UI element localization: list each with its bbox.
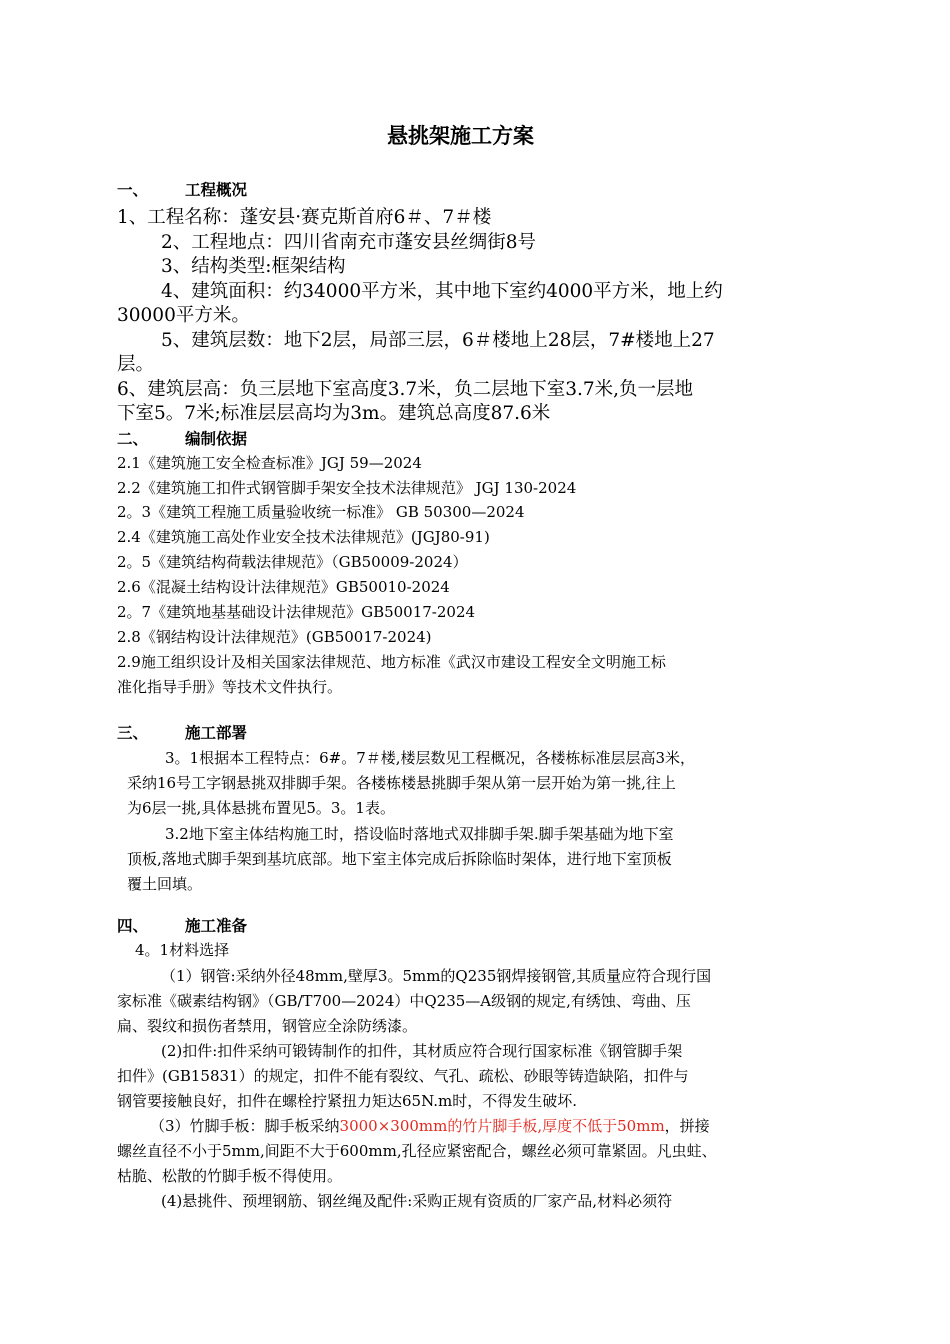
section-title: 编制依据 (185, 430, 248, 448)
section-title: 施工准备 (185, 917, 248, 935)
paragraph-line: 2、工程地点：四川省南充市蓬安县丝绸街8号 (161, 232, 537, 253)
paragraph-line-highlight (150, 1115, 710, 1136)
paragraph-line: 4、建筑面积：约34000平方米，其中地下室约4000平方米，地上约 (161, 281, 723, 302)
paragraph-line: 下室5。7米;标准层层高均为3m。建筑总高度87.6米 (117, 403, 551, 424)
paragraph-line: 螺丝直径不小于5mm,间距不大于600mm,孔径应紧密配合，螺丝必须可靠紧固。凡虫蛀、 (117, 1142, 717, 1160)
paragraph-line: 层。 (117, 354, 155, 375)
paragraph-line: 3.2地下室主体结构施工时，搭设临时落地式双排脚手架.脚手架基础为地下室 (165, 825, 674, 843)
paragraph-line: 扣件》(GB15831）的规定，扣件不能有裂纹、气孔、疏松、砂眼等铸造缺陷，扣件与 (117, 1067, 689, 1085)
paragraph-line: 家标准《碳素结构钢》（GB/T700—2024）中Q235—A级钢的规定,有绣蚀、弯曲、压 (117, 992, 691, 1010)
reference-line: 准化指导手册》等技术文件执行。 (117, 678, 343, 696)
section-title: 施工部署 (185, 724, 248, 742)
document-title: 悬挑架施工方案 (387, 124, 534, 148)
paragraph-line: 枯脆、松散的竹脚手板不得使用。 (117, 1167, 343, 1185)
paragraph-line: 扁、裂纹和损伤者禁用，钢管应全涂防绣漆。 (117, 1017, 418, 1035)
text-segment: （3）竹脚手板：脚手板采纳 (150, 1117, 340, 1135)
section-heading-1 (117, 178, 247, 200)
reference-line: 2.8《钢结构设计法律规范》(GB50017-2024) (117, 628, 432, 646)
paragraph-line: 为6层一挑,具体悬挑布置见5。3。1表。 (127, 799, 395, 817)
highlighted-text: 3000×300mm的竹片脚手板,厚度不低于50mm (339, 1117, 665, 1135)
section-heading-4 (117, 914, 247, 936)
paragraph-line: 钢管要接触良好，扣件在螺栓拧紧扭力矩达65N.m时，不得发生破坏. (117, 1092, 578, 1110)
paragraph-line: 覆土回填。 (127, 875, 203, 893)
paragraph-line: 6、建筑层高：负三层地下室高度3.7米，负二层地下室3.7米,负一层地 (117, 379, 693, 400)
paragraph-line: 3、结构类型:框架结构 (161, 256, 346, 277)
reference-line: 2.9施工组织设计及相关国家法律规范、地方标准《武汉市建设工程安全文明施工标 (117, 653, 666, 671)
section-number: 二、 (117, 430, 149, 448)
paragraph-line: (2)扣件:扣件采纳可锻铸制作的扣件，其材质应符合现行国家标准《钢管脚手架 (161, 1042, 683, 1060)
reference-line: 2。5《建筑结构荷载法律规范》（GB50009-2024） (117, 553, 468, 571)
paragraph-line: 顶板,落地式脚手架到基坑底部。地下室主体完成后拆除临时架体，进行地下室顶板 (127, 850, 672, 868)
subsection-title: 4。1材料选择 (135, 941, 230, 959)
paragraph-line: 30000平方米。 (117, 305, 250, 326)
reference-line: 2。3《建筑工程施工质量验收统一标准》 GB 50300—2024 (117, 503, 525, 521)
reference-line: 2.1《建筑施工安全检查标准》JGJ 59—2024 (117, 454, 422, 472)
section-heading-2 (117, 427, 247, 449)
paragraph-line: 3。1根据本工程特点：6#。7＃楼,楼层数见工程概况，各楼栋标准层层高3米， (165, 749, 696, 767)
paragraph-line: 5、建筑层数：地下2层，局部三层，6＃楼地上28层，7#楼地上27 (161, 330, 715, 351)
section-number: 一、 (117, 181, 149, 199)
paragraph-line: 1、工程名称：蓬安县·赛克斯首府6＃、7＃楼 (117, 207, 492, 228)
text-segment: ，拼接 (664, 1117, 710, 1135)
section-heading-3 (117, 721, 247, 743)
paragraph-line: (4)悬挑件、预埋钢筋、钢丝绳及配件:采购正规有资质的厂家产品,材料必须符 (161, 1192, 673, 1210)
paragraph-line: 采纳16号工字钢悬挑双排脚手架。各楼栋楼悬挑脚手架从第一层开始为第一挑,往上 (127, 774, 676, 792)
reference-line: 2.2《建筑施工扣件式钢管脚手架安全技术法律规范》 JGJ 130-2024 (117, 479, 577, 497)
paragraph-line: （1）钢管:采纳外径48mm,壁厚3。5mm的Q235钢焊接钢管,其质量应符合现行国 (161, 967, 712, 985)
section-title: 工程概况 (185, 181, 248, 199)
reference-line: 2.4《建筑施工高处作业安全技术法律规范》(JGJ80-91) (117, 528, 490, 546)
section-number: 四、 (117, 917, 149, 935)
reference-line: 2.6《混凝土结构设计法律规范》GB50010-2024 (117, 578, 450, 596)
reference-line: 2。7《建筑地基基础设计法律规范》GB50017-2024 (117, 603, 476, 621)
section-number: 三、 (117, 724, 149, 742)
